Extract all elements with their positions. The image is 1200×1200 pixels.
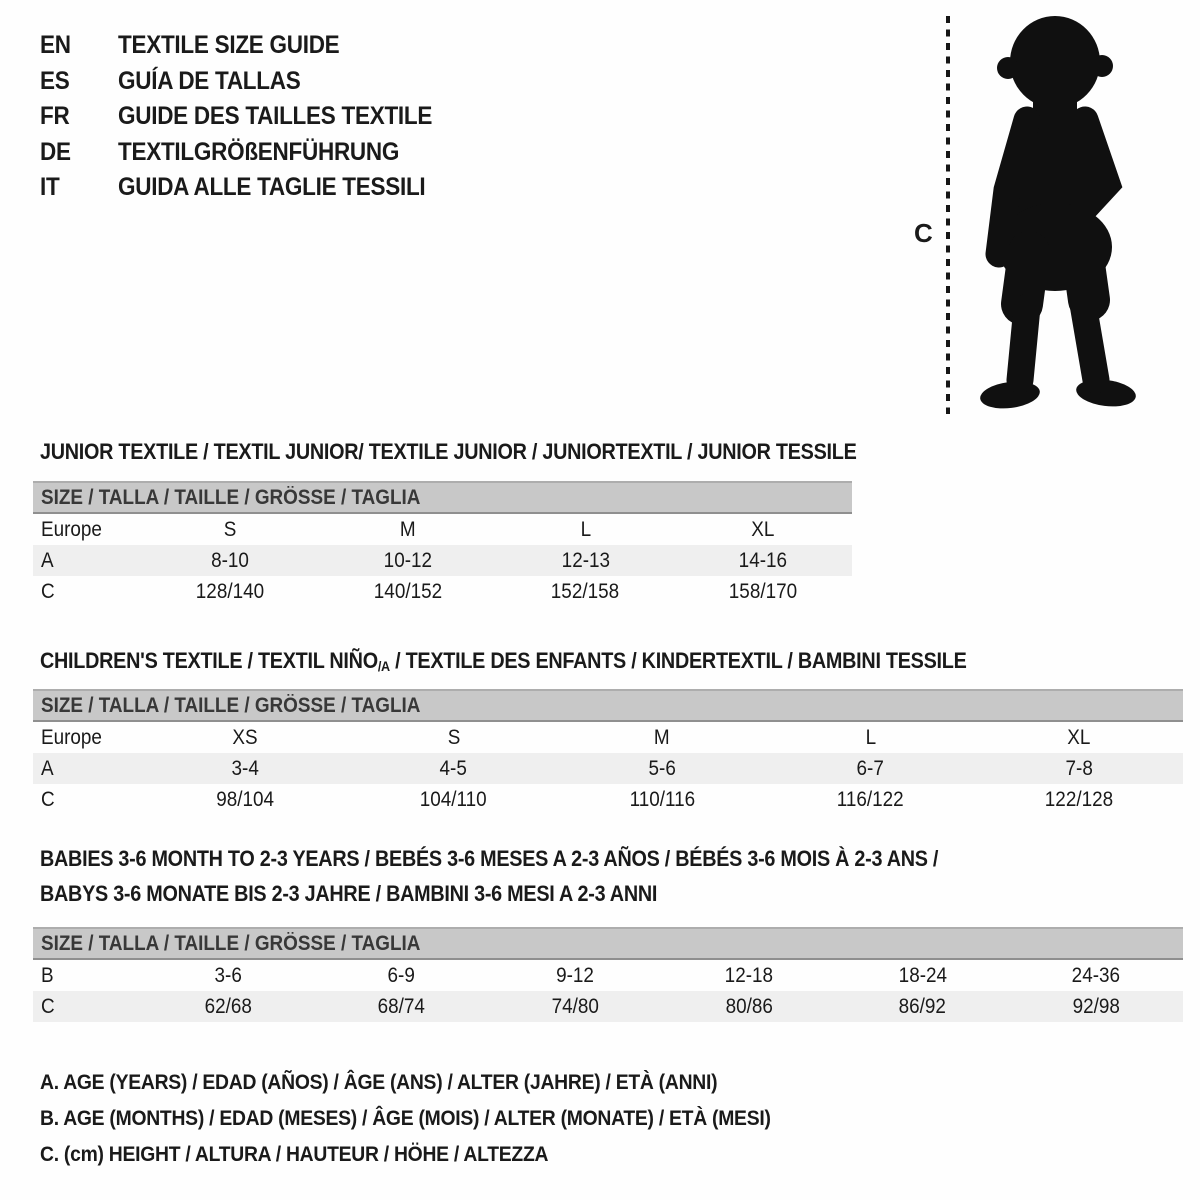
col-header: S <box>223 517 237 541</box>
lang-code: DE <box>40 137 71 166</box>
lang-row-de <box>40 135 467 171</box>
children-size-table <box>33 689 1183 815</box>
lang-title: TEXTILE SIZE GUIDE <box>118 31 340 60</box>
col-header: S <box>447 725 460 749</box>
table-cell: 3-4 <box>231 756 259 780</box>
legend-line-c: C. (cm) HEIGHT / ALTURA / HAUTEUR / HÖHE / ALTEZZA <box>40 1141 549 1166</box>
table-cell: 8-10 <box>210 548 249 572</box>
size-header-bar: SIZE / TALLA / TAILLE / GRÖSSE / TAGLIA <box>33 481 852 514</box>
table-cell: 10-12 <box>383 548 432 572</box>
table-row <box>33 960 1183 991</box>
lang-code: FR <box>40 102 70 131</box>
junior-size-table <box>33 481 852 607</box>
table-cell: 86/92 <box>898 994 947 1018</box>
table-cell: 6-7 <box>856 756 885 780</box>
table-row <box>33 545 852 576</box>
babies-size-table <box>33 927 1183 1022</box>
table-cell: 140/152 <box>373 579 442 603</box>
table-cell: 14-16 <box>738 548 788 572</box>
junior-section-title: JUNIOR TEXTILE / TEXTIL JUNIOR/ TEXTILE JUNIOR / JUNIORTEXTIL / JUNIOR TESSILE <box>40 439 857 464</box>
language-title-list <box>40 28 467 206</box>
table-cell: 92/98 <box>1072 994 1120 1018</box>
table-cell: 80/86 <box>725 994 773 1018</box>
col-header: L <box>580 517 591 541</box>
lang-code: IT <box>40 173 60 202</box>
table-cell: 24-36 <box>1072 963 1121 987</box>
table-row <box>33 753 1183 784</box>
col-header: XS <box>232 725 258 749</box>
table-cell: 68/74 <box>377 994 426 1018</box>
toddler-silhouette-icon <box>958 10 1148 418</box>
table-cell: 98/104 <box>216 787 275 811</box>
children-section-title: CHILDREN'S TEXTILE / TEXTIL NIÑO/A / TEXTILE DES ENFANTS / KINDERTEXTIL / BAMBINI TESSILE <box>40 648 967 674</box>
table-cell: 7-8 <box>1065 756 1093 780</box>
table-cell: 104/110 <box>420 787 488 811</box>
table-cell: 5-6 <box>648 756 676 780</box>
table-row <box>33 991 1183 1022</box>
lang-title: TEXTILGRÖßENFÜHRUNG <box>118 137 400 166</box>
table-cell: 74/80 <box>551 994 599 1018</box>
row-label: Europe <box>41 725 102 749</box>
lang-title: GUIDA ALLE TAGLIE TESSILI <box>118 173 426 202</box>
size-header-bar: SIZE / TALLA / TAILLE / GRÖSSE / TAGLIA <box>33 927 1183 960</box>
table-header-row <box>33 514 852 545</box>
row-label: A <box>41 548 54 572</box>
table-row <box>33 784 1183 815</box>
size-header-bar: SIZE / TALLA / TAILLE / GRÖSSE / TAGLIA <box>33 689 1183 722</box>
lang-code: ES <box>40 66 70 95</box>
height-label-c: C <box>914 218 933 248</box>
table-cell: 12-13 <box>561 548 610 572</box>
row-label: C <box>41 787 55 811</box>
col-header: M <box>399 517 416 541</box>
table-cell: 4-5 <box>439 756 468 780</box>
nino-a-subscript: /A <box>377 658 390 674</box>
table-cell: 116/122 <box>836 787 904 811</box>
col-header: L <box>865 725 876 749</box>
lang-title: GUÍA DE TALLAS <box>118 66 301 95</box>
table-cell: 9-12 <box>556 963 595 987</box>
legend-line-a: A. AGE (YEARS) / EDAD (AÑOS) / ÂGE (ANS) / ALTER (JAHRE) / ETÀ (ANNI) <box>40 1069 718 1094</box>
table-cell: 18-24 <box>898 963 947 987</box>
lang-code: EN <box>40 31 71 60</box>
lang-row-en <box>40 28 467 64</box>
babies-title-line2: BABYS 3-6 MONATE BIS 2-3 JAHRE / BAMBINI 3-6 MESI A 2-3 ANNI <box>40 881 658 906</box>
lang-row-it <box>40 170 467 206</box>
lang-title: GUIDE DES TAILLES TEXTILE <box>118 102 433 131</box>
lang-row-fr <box>40 99 467 135</box>
table-cell: 158/170 <box>728 579 798 603</box>
lang-row-es <box>40 64 467 100</box>
row-label: Europe <box>41 517 102 541</box>
table-cell: 152/158 <box>551 579 620 603</box>
table-cell: 110/116 <box>629 787 695 811</box>
table-cell: 62/68 <box>204 994 252 1018</box>
measurement-legend <box>40 1064 852 1172</box>
table-row <box>33 576 852 607</box>
table-cell: 3-6 <box>214 963 242 987</box>
table-cell: 128/140 <box>195 579 265 603</box>
table-cell: 6-9 <box>387 963 416 987</box>
row-label: A <box>41 756 54 780</box>
height-measure-dashed-line <box>946 16 950 414</box>
row-label: B <box>41 963 54 987</box>
table-header-row <box>33 722 1183 753</box>
babies-title-line1: BABIES 3-6 MONTH TO 2-3 YEARS / BEBÉS 3-6 MESES A 2-3 AÑOS / BÉBÉS 3-6 MOIS À 2-3 ANS / <box>40 846 939 871</box>
row-label: C <box>41 579 55 603</box>
row-label: C <box>41 994 55 1018</box>
col-header: XL <box>751 517 775 541</box>
babies-section-title <box>40 841 1038 911</box>
legend-line-b: B. AGE (MONTHS) / EDAD (MESES) / ÂGE (MOIS) / ALTER (MONATE) / ETÀ (MESI) <box>40 1105 771 1130</box>
col-header: XL <box>1067 725 1091 749</box>
table-cell: 12-18 <box>724 963 774 987</box>
col-header: M <box>654 725 670 749</box>
table-cell: 122/128 <box>1044 787 1113 811</box>
